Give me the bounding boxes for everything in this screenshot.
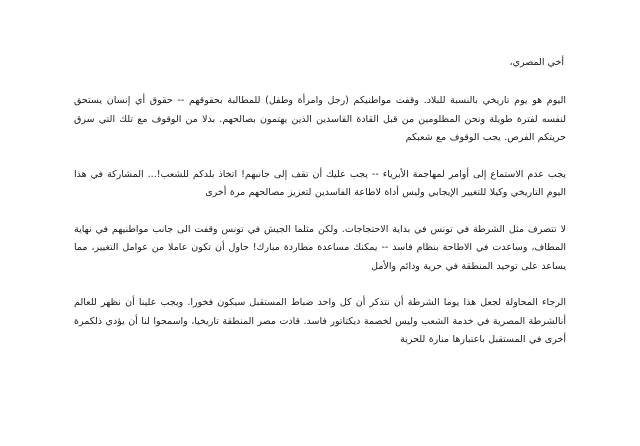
paragraph-2: يجب عدم الاستماع إلى أوامر لمهاجمة الأبرياء -- يجب عليك أن تقف إلى جانبهم! اتخاذ بلدكم للشعب!... المشاركة في هذا اليوم التاريخي وكيلا للتغيير الإيجابي وليس أداة لاطاعة الفاسدين لتعزيز مصالحهم مرة أخرى: [74, 168, 566, 199]
paragraph-4: الرجاء المحاولة لجعل هذا يوما الشرطة أن نتذكر أن كل واحد ضباط المستقبل سيكون فخورا. ويجب علينا أن نظهر للعالم أنالشرطة المصرية في خدمة الشعب وليس لخصمة ديكتاتور فاسد. قادت مصر المنطقة تاريخيا، واسمحوا لنا أن يؤدي ذلكمرة أخرى في المستقبل باعتبارها منارة للحرية: [74, 297, 566, 346]
salutation-line: أخي المصري،: [509, 57, 564, 68]
document-body: [74, 56, 566, 350]
paragraph-3: لا تتصرف مثل الشرطة في تونس في بداية الاحتجاجات. ولكن مثلما الجيش في تونس وقفت الى جانب مواطنيهم في نهاية المطاف، وساعدت في الاطاحة بنظام فاسد -- يمكنك مساعدة مطاردة مبارك! حاول أن تكون عاملا من عوامل التغيير، مما يساعد على توحيد المنطقة في حرية ودائم والأمل: [74, 223, 566, 272]
paragraph-1: اليوم هو يوم تاريخي بالنسبة للبلاد. وقفت مواطنيكم (رجل وامرأة وطفل) للمطالبة بحقوقهم -- حقوق أي إنسان يستحق لنفسه لفترة طويلة ونحن المظلومين من قبل القادة الفاسدين الذين يهتمون بصالحهم. بدلا من الوقوف مع تلك التي سرق حريتكم الفرص. يجب الوقوف مع شعبكم: [74, 95, 566, 144]
